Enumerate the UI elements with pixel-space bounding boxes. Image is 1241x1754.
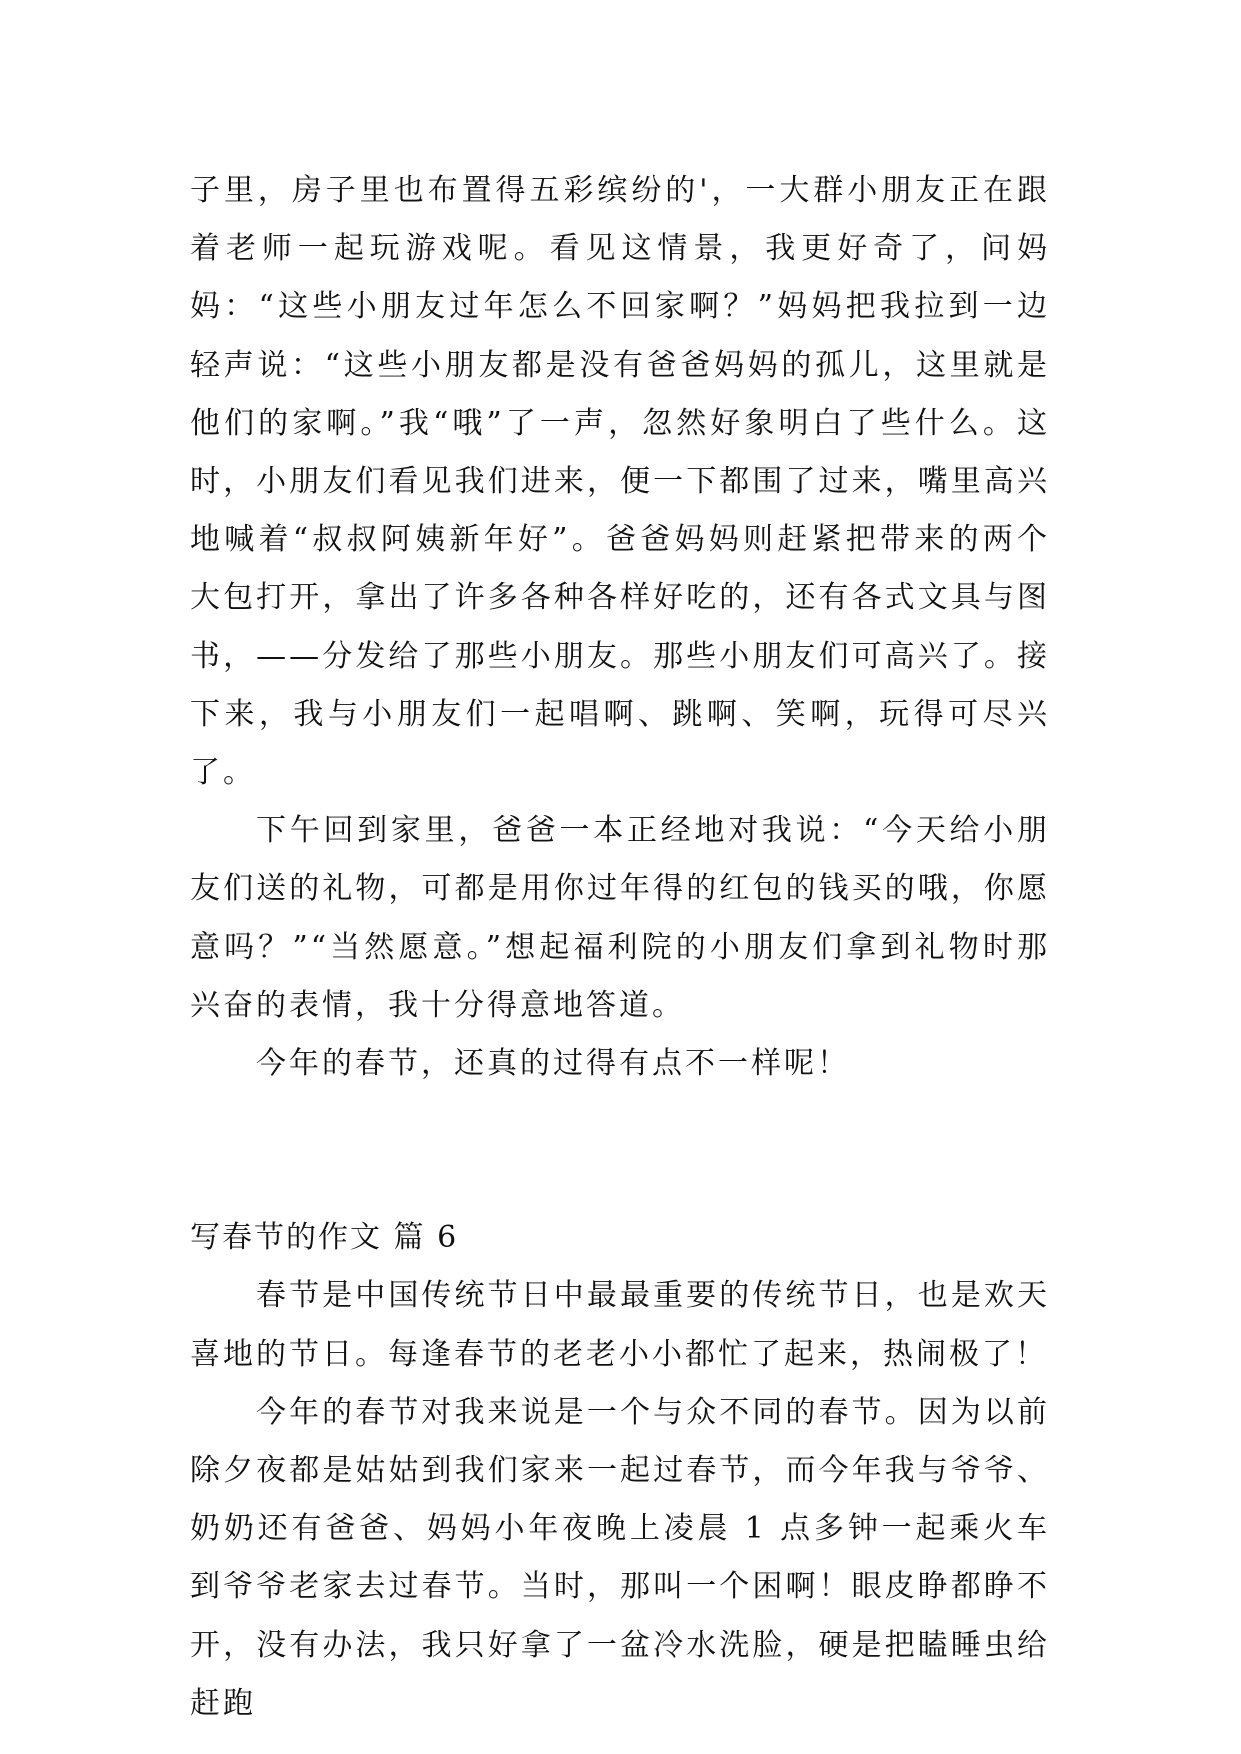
section-spacer (190, 1093, 1050, 1209)
paragraph-red-envelope: 下午回到家里，爸爸一本正经地对我说：“今天给小朋友们送的礼物，可都是用你过年得的红包的钱买的哦，你愿意吗？”“当然愿意。”想起福利院的小朋友们拿到礼物时那兴奋的表情，我十分得意地答道。 (190, 813, 1050, 1023)
paragraph-train-trip: 今年的春节对我来说是一个与众不同的春节。因为以前除夕夜都是姑姑到我们家来一起过春节，而今年我与爷爷、奶奶还有爸爸、妈妈小年夜晚上凌晨 1 点多钟一起乘火车到爷爷老家去过春节。当时，那叫一个困啊！眼皮睁都睁不开，没有办法，我只好拿了一盆冷水洗脸，硬是把瞌睡虫给赶跑 (190, 1394, 1050, 1721)
paragraph-spring-festival-intro: 春节是中国传统节日中最最重要的传统节日，也是欢天喜地的节日。每逢春节的老老小小都忙了起来，热闹极了！ (190, 1278, 1050, 1372)
section-title: 写春节的作文 篇 6 (190, 1220, 459, 1256)
paragraph-orphanage-visit: 子里，房子里也布置得五彩缤纷的'，一大群小朋友正在跟着老师一起玩游戏呢。看见这情景，我更好奇了，问妈妈：“这些小朋友过年怎么不回家啊？”妈妈把我拉到一边轻声说：“这些小朋友都是没有爸爸妈妈的孤儿，这里就是他们的家啊。”我“哦”了一声，忽然好象明白了些什么。这时，小朋友们看见我们进来，便一下都围了过来，嘴里高兴地喊着“叔叔阿姨新年好”。爸爸妈妈则赶紧把带来的两个大包打开，拿出了许多各种各样好吃的，还有各式文具与图书，——分发给了那些小朋友。那些小朋友们可高兴了。接下来，我与小朋友们一起唱啊、跳啊、笑啊，玩得可尽兴了。 (190, 173, 1050, 791)
paragraph-conclusion: 今年的春节，还真的过得有点不一样呢！ (256, 1046, 850, 1082)
document-body (190, 162, 1050, 1733)
